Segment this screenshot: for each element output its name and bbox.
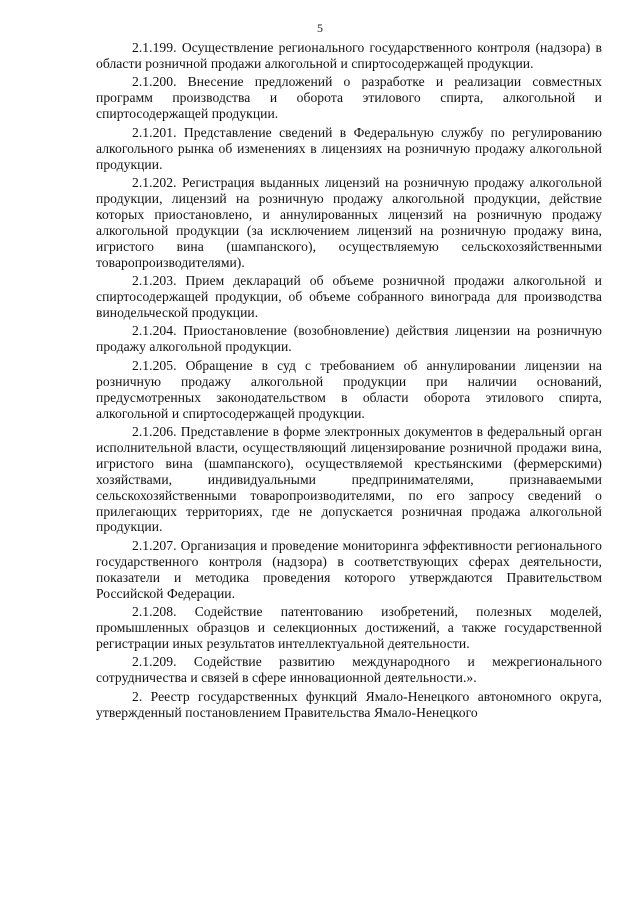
document-body — [96, 40, 602, 723]
paragraph-2-1-204: 2.1.204. Приостановление (возобновление) действия лицензии на розничную продажу алкогольной продукции. — [96, 323, 602, 355]
paragraph-2-1-202: 2.1.202. Регистрация выданных лицензий на розничную продажу алкогольной продукции, лицензий на розничную продажу алкогольной продукции, действие которых приостановлено, и аннулированных лицензий на розничную продажу алкогольной продукции (за исключением лицензий на розничную продажу вина, игристого вина (шампанского), осуществляемую сельскохозяйственными товаропроизводителями). — [96, 175, 602, 270]
paragraph-item-2: 2. Реестр государственных функций Ямало-Ненецкого автономного округа, утвержденный постановлением Правительства Ямало-Ненецкого — [96, 688, 602, 720]
paragraph-2-1-200: 2.1.200. Внесение предложений о разработке и реализации совместных программ производства и оборота этилового спирта, алкогольной и спиртосодержащей продукции. — [96, 74, 602, 122]
page-number: 5 — [317, 21, 323, 35]
paragraph-2-1-209: 2.1.209. Содействие развитию международного и межрегионального сотрудничества и связей в сфере инновационной деятельности.». — [96, 654, 602, 686]
paragraph-2-1-199: 2.1.199. Осуществление регионального государственного контроля (надзора) в области розничной продажи алкогольной и спиртосодержащей продукции. — [96, 40, 602, 71]
paragraph-2-1-207: 2.1.207. Организация и проведение мониторинга эффективности регионального государственного контроля (надзора) в соответствующих сферах деятельности, показатели и методика проведения которого утверждаются Правительством Российской Федерации. — [96, 537, 602, 601]
paragraph-2-1-203: 2.1.203. Прием деклараций об объеме розничной продажи алкогольной и спиртосодержащей продукции, об объеме собранного винограда для производства винодельческой продукции. — [96, 273, 602, 320]
paragraph-2-1-206: 2.1.206. Представление в форме электронных документов в федеральный орган исполнительной власти, осуществляющий лицензирование розничной продажи вина, игристого вина (шампанского), осуществляемой крестьянскими (фермерскими) хозяйствами, индивидуальными предпринимателями, признаваемыми сельскохозяйственными товаропроизводителями, по его запросу сведений о прилегающих территориях, где не допускается розничная продажа алкогольной продукции. — [96, 424, 602, 535]
paragraph-2-1-208: 2.1.208. Содействие патентованию изобретений, полезных моделей, промышленных образцов и селекционных достижений, а также государственной регистрации иных результатов интеллектуальной деятельности. — [96, 604, 602, 651]
paragraph-2-1-205: 2.1.205. Обращение в суд с требованием об аннулировании лицензии на розничную продажу алкогольной продукции при наличии оснований, предусмотренных законодательством в области оборота этилового спирта, алкогольной и спиртосодержащей продукции. — [96, 357, 602, 421]
paragraph-2-1-201: 2.1.201. Представление сведений в Федеральную службу по регулированию алкогольного рынка об изменениях в лицензиях на розничную продажу алкогольной продукции. — [96, 124, 602, 172]
